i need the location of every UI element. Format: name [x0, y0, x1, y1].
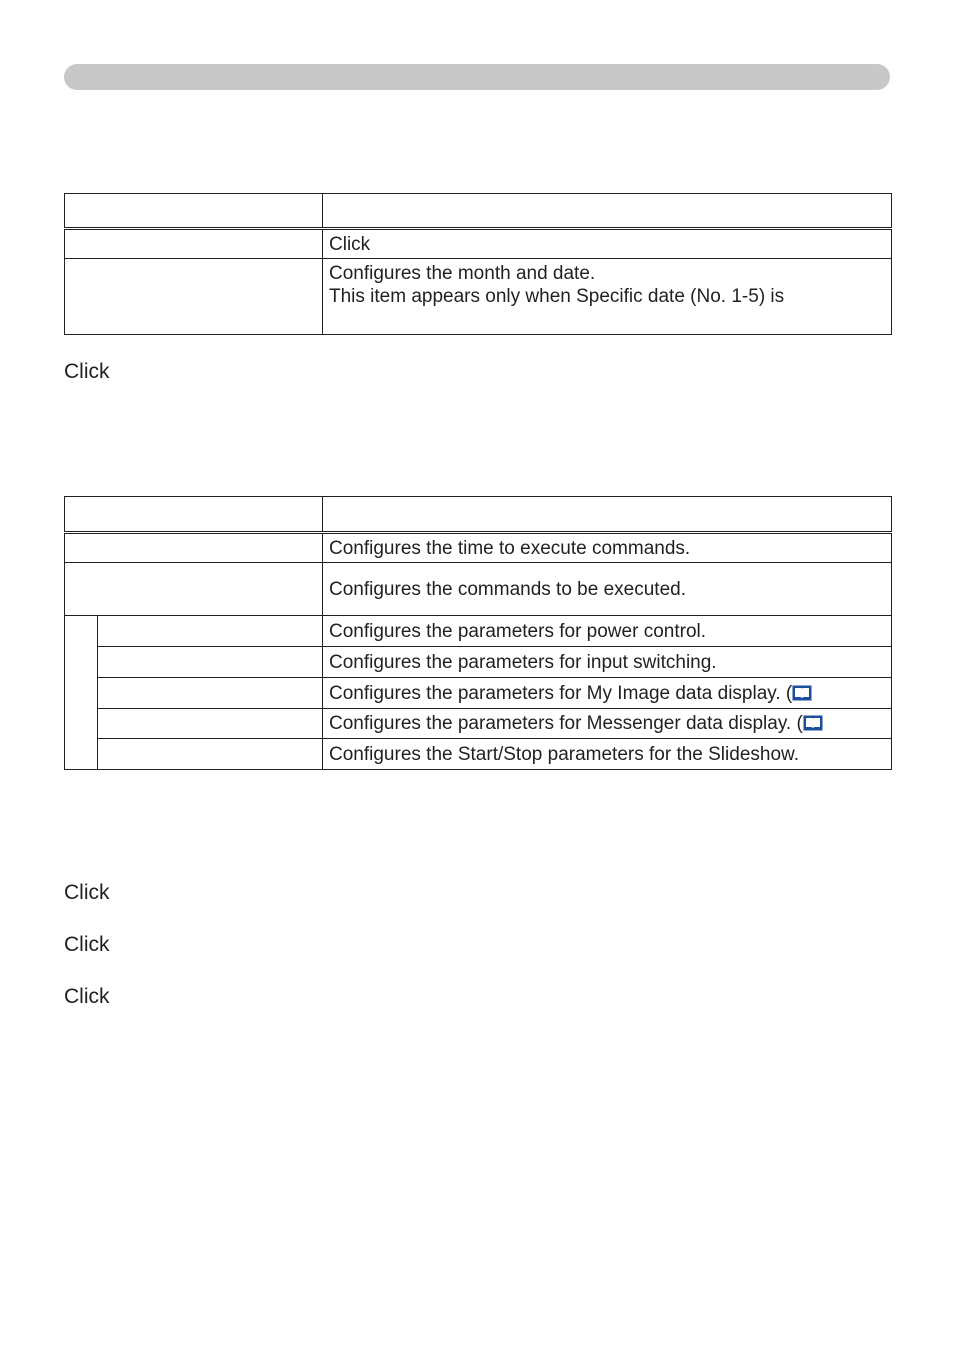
table-row	[65, 259, 892, 335]
table-row	[65, 229, 892, 259]
indent-cell	[65, 616, 98, 770]
table-row	[65, 709, 892, 739]
item-cell	[98, 678, 323, 709]
description-cell	[323, 709, 892, 739]
section-header-bar	[64, 64, 890, 90]
instruction-text: Click	[64, 881, 110, 904]
table-row	[65, 533, 892, 563]
description-cell: Configures the Start/Stop parameters for the Slideshow.	[323, 739, 892, 770]
description-cell: Configures the time to execute commands.	[323, 533, 892, 563]
table-row	[65, 563, 892, 616]
instruction-text: Click	[64, 985, 110, 1008]
description-cell: Configures the parameters for power control.	[323, 616, 892, 647]
header-description-cell	[323, 194, 892, 229]
table-row	[65, 647, 892, 678]
table-row	[65, 678, 892, 709]
instruction-text: Click	[64, 360, 110, 383]
table-header-row	[65, 194, 892, 229]
item-cell	[65, 533, 323, 563]
description-cell: Configures the parameters for input switching.	[323, 647, 892, 678]
table-row	[65, 739, 892, 770]
item-cell	[98, 647, 323, 678]
description-line: Configures the month and date.	[329, 263, 596, 284]
book-icon	[803, 715, 823, 731]
description-text: Configures the parameters for My Image data display. (	[329, 682, 793, 704]
description-cell: Click	[323, 229, 892, 259]
book-icon	[792, 685, 812, 701]
description-text: Configures the parameters for Messenger data display. (	[329, 713, 803, 734]
instruction-text: Click	[64, 933, 110, 956]
command-settings-table	[64, 496, 892, 770]
description-cell	[323, 259, 892, 335]
table-row	[65, 616, 892, 647]
item-cell	[98, 616, 323, 647]
date-settings-table	[64, 193, 892, 335]
table-header-row	[65, 497, 892, 533]
header-item-cell	[65, 194, 323, 229]
item-cell	[98, 739, 323, 770]
header-item-cell	[65, 497, 323, 533]
item-cell	[65, 229, 323, 259]
item-cell	[65, 563, 323, 616]
item-cell	[65, 259, 323, 335]
item-cell	[98, 709, 323, 739]
header-description-cell	[323, 497, 892, 533]
description-line: This item appears only when Specific date (No. 1-5) is	[329, 286, 785, 307]
description-cell: Configures the commands to be executed.	[323, 563, 892, 616]
description-cell	[323, 678, 892, 709]
